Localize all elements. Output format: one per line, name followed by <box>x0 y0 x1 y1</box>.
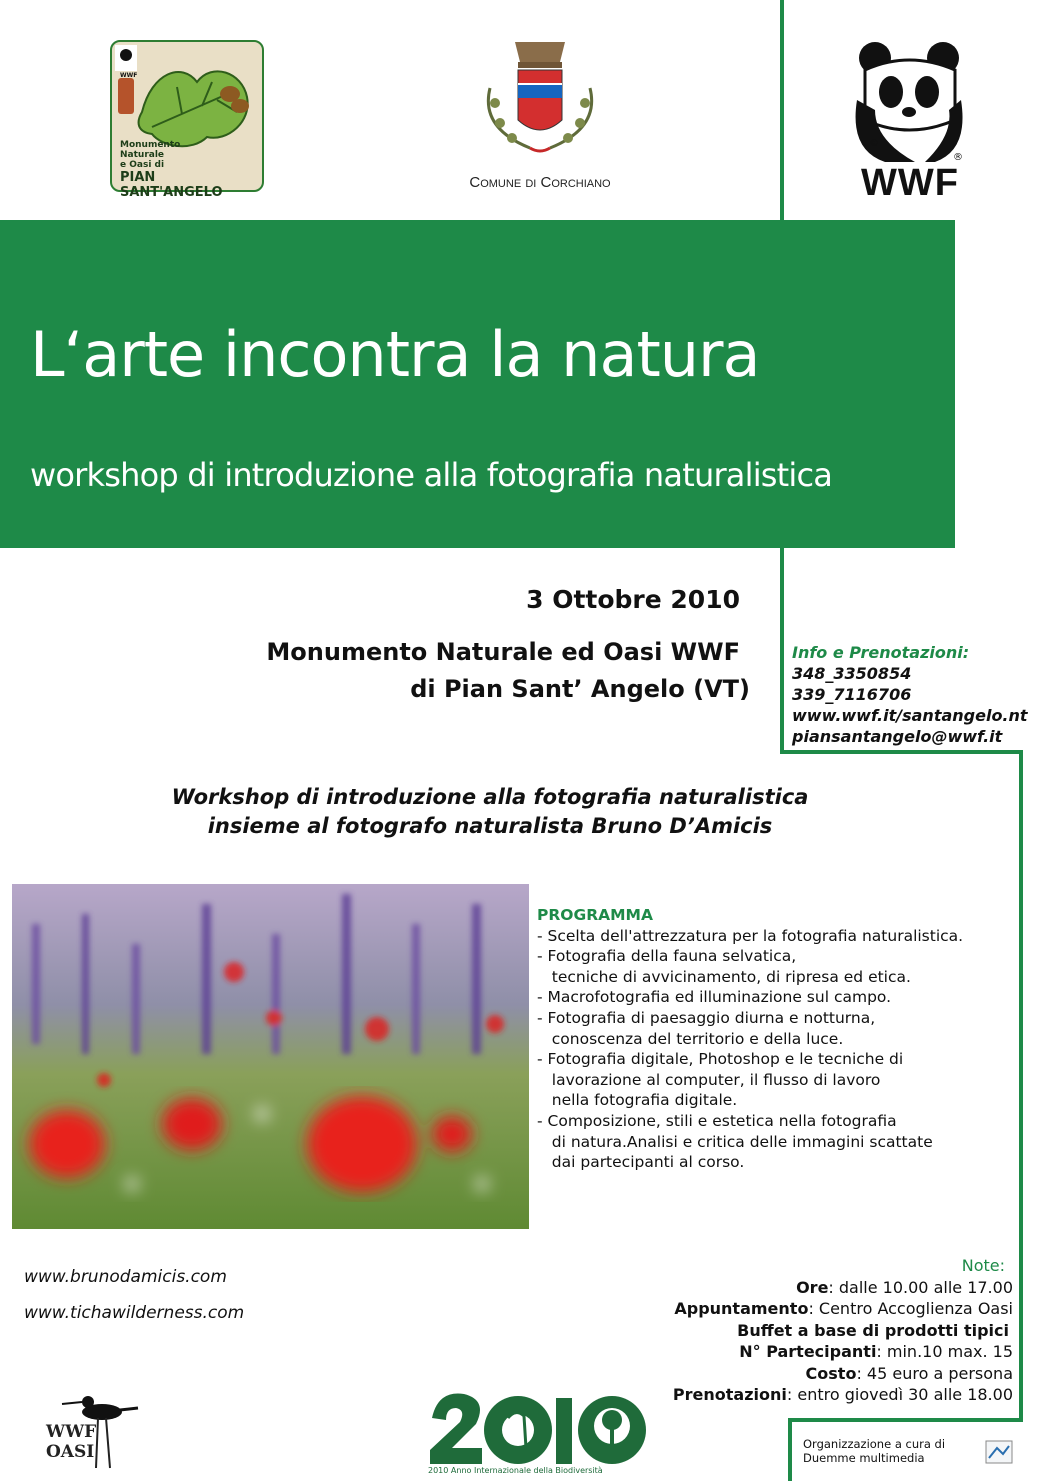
wwf-copyright-mark: © <box>869 138 879 149</box>
event-date: 3 Ottobre 2010 <box>526 585 740 614</box>
crest-icon <box>420 28 660 168</box>
programma-line: - Fotografia digitale, Photoshop e le tecniche di <box>537 1050 904 1069</box>
organizer-line-2: Duemme multimedia <box>803 1451 925 1465</box>
workshop-line-1: Workshop di introduzione alla fotografia naturalistica <box>171 785 809 809</box>
programma-line: di natura.Analisi e critica delle immagini scattate <box>537 1132 933 1151</box>
frame-line-step <box>780 750 1023 754</box>
programma-title: PROGRAMMA <box>537 906 653 924</box>
programma-line: lavorazione al computer, il flusso di lavoro <box>537 1070 881 1089</box>
info-title: Info e Prenotazioni: <box>792 643 970 662</box>
site-link-tichawilderness[interactable]: www.tichawilderness.com <box>24 1303 245 1323</box>
wwf-oasi-logo <box>40 1390 150 1470</box>
oasi-logo-text: Monumento Naturale e Oasi di PIAN SANT'ANGELO <box>120 140 223 200</box>
2010-logo-icon <box>428 1388 648 1466</box>
frame-line-top-vertical <box>780 0 784 222</box>
poppy-field-photo <box>12 884 529 1229</box>
frame-line-bottom-vertical <box>788 1418 792 1481</box>
info-box <box>792 642 1042 747</box>
biodiversity-2010-caption: 2010 Anno Internazionale della Biodiversità <box>428 1466 603 1475</box>
panda-icon <box>845 40 975 165</box>
poppy-field-image <box>12 884 529 1229</box>
info-phone-2: 339_7116706 <box>792 685 912 704</box>
oasi-logo-wwf-small: WWF <box>120 72 138 79</box>
info-website-link[interactable]: www.wwf.it/santangelo.nt <box>792 706 1028 725</box>
wwf-registered-mark: ® <box>953 152 963 163</box>
event-location-line1: Monumento Naturale ed Oasi WWF <box>266 638 740 666</box>
programma-line: nella fotografia digitale. <box>537 1091 738 1110</box>
comune-corchiano-crest <box>420 28 660 200</box>
organizer-line-1: Organizzazione a cura di <box>803 1437 946 1451</box>
notes-costo: Costo: 45 euro a persona <box>805 1363 1013 1383</box>
info-email-link[interactable]: piansantangelo@wwf.it <box>792 727 1003 746</box>
programma-line: dai partecipanti al corso. <box>537 1153 745 1172</box>
notes-partecipanti: N° Partecipanti: min.10 max. 15 <box>739 1342 1013 1361</box>
comune-name: Comune di Corchiano <box>469 174 611 191</box>
oasi-pian-santangelo-logo <box>110 40 264 200</box>
event-location-line2: di Pian Sant’ Angelo (VT) <box>410 675 750 703</box>
notes-buffet: Buffet a base di prodotti tipici <box>737 1320 1009 1340</box>
wwf-panda-logo <box>845 40 975 210</box>
oasi-logo-oasi-text: OASI <box>46 1442 95 1462</box>
title-banner <box>0 220 955 548</box>
notes-ore: Ore: dalle 10.00 alle 17.00 <box>796 1277 1013 1297</box>
duemme-logo-icon <box>985 1440 1013 1464</box>
programma-section <box>537 905 1042 1173</box>
organizer-credit <box>803 1437 983 1465</box>
banner-title: L‘arte incontra la natura <box>30 318 760 391</box>
wwf-wordmark: WWF <box>861 162 959 204</box>
programma-line: - Scelta dell'attrezzatura per la fotografia naturalistica. <box>537 926 964 945</box>
notes-appuntamento: Appuntamento: Centro Accoglienza Oasi <box>674 1299 1013 1318</box>
notes-prenotazioni: Prenotazioni: entro giovedì 30 alle 18.00 <box>672 1385 1013 1404</box>
notes-section <box>600 1255 1013 1406</box>
frame-line-right-vertical <box>780 548 784 750</box>
programma-line: - Fotografia della fauna selvatica, <box>537 947 797 966</box>
workshop-line-2: insieme al fotografo naturalista Bruno D’Amicis <box>207 814 773 838</box>
frame-line-bottom-step <box>788 1418 1023 1422</box>
programma-line: - Macrofotografia ed illuminazione sul campo. <box>537 988 892 1007</box>
programma-line: - Composizione, stili e estetica nella fotografia <box>537 1111 897 1130</box>
workshop-heading <box>40 783 940 841</box>
programma-line: tecniche di avvicinamento, di ripresa ed etica. <box>537 967 911 986</box>
programma-line: conoscenza del territorio e della luce. <box>537 1029 844 1048</box>
biodiversity-2010-logo <box>428 1388 648 1480</box>
notes-title: Note: <box>961 1256 1005 1275</box>
banner-subtitle: workshop di introduzione alla fotografia naturalistica <box>30 456 833 494</box>
site-link-brunodamicis[interactable]: www.brunodamicis.com <box>24 1267 227 1287</box>
oasi-logo-wwf-text: WWF <box>46 1422 97 1442</box>
programma-line: - Fotografia di paesaggio diurna e notturna, <box>537 1008 876 1027</box>
info-phone-1: 348_3350854 <box>792 664 912 683</box>
